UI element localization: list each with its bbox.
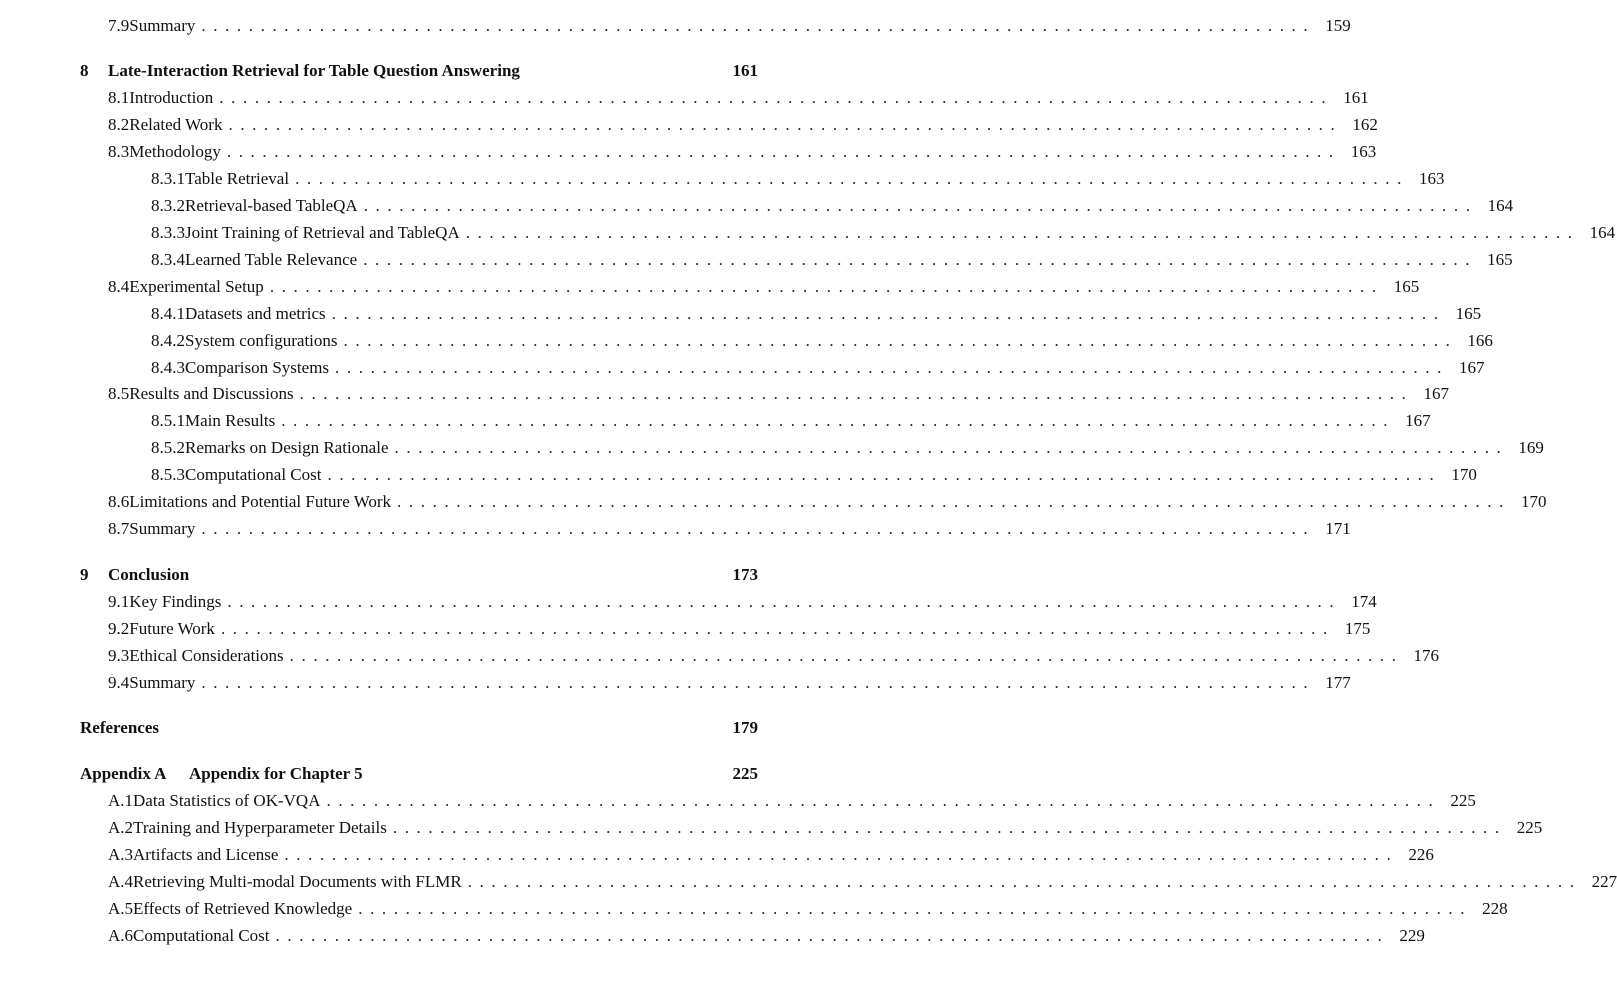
section-number: A.3 [108,845,134,864]
page-number: 167 [1423,384,1449,403]
toc-references[interactable] [80,716,758,740]
chapter-title: Late-Interaction Retrieval for Table Question Answering [108,61,520,80]
subsection-number: 8.3.1 [151,169,185,188]
section-number: 8.1 [108,88,130,107]
page-number: 228 [1482,899,1508,918]
dot-leader: .............................................................................................. [299,384,1414,403]
appendix-number: Appendix A [80,764,167,783]
section-title: Summary [129,673,196,692]
section-number: 8.2 [108,115,130,134]
toc-entry-8-7[interactable] [108,517,1351,541]
dot-leader: .............................................................................................. [219,88,1334,107]
toc-appendix-a[interactable] [80,762,758,786]
page-number: 225 [1516,818,1543,837]
section-title: Data Statistics of OK-VQA [133,791,321,810]
page-number: 179 [732,718,758,737]
subsection-title: Main Results [185,411,276,430]
toc-entry-a-1[interactable] [108,789,1476,813]
page-number: 174 [1351,592,1377,611]
page-number: 161 [732,61,758,80]
page-number: 169 [1518,438,1544,457]
toc-entry-8-5-2[interactable] [151,436,1544,460]
toc-entry-8-5-1[interactable] [151,409,1431,433]
page-number: 171 [1325,519,1351,538]
page-number: 161 [1343,88,1369,107]
page-number: 165 [1393,277,1420,296]
section-number: 9.4 [108,673,130,692]
toc-chapter-8[interactable] [80,59,758,83]
section-title: Introduction [129,88,214,107]
toc-entry-8-3-2[interactable] [151,194,1514,218]
chapter-number: 9 [80,565,89,584]
subsection-number: 8.5.1 [151,411,185,430]
dot-leader: .............................................................................................. [201,519,1316,538]
toc-entry-8-1[interactable] [108,86,1369,110]
section-title: Retrieving Multi-modal Documents with FLMR [133,872,462,891]
page-number: 164 [1589,223,1616,242]
page-number: 164 [1487,196,1514,215]
page-number: 162 [1352,115,1378,134]
section-number: A.2 [108,818,134,837]
subsection-title: System configurations [185,331,338,350]
dot-leader: .............................................................................................. [465,223,1580,242]
page-number: 175 [1344,619,1371,638]
toc-entry-8-5-3[interactable] [151,463,1477,487]
subsection-number: 8.4.1 [151,304,185,323]
dot-leader: .............................................................................................. [227,592,1342,611]
subsection-title: Joint Training of Retrieval and TableQA [185,223,460,242]
dot-leader: .............................................................................................. [228,115,1343,134]
dot-leader: .............................................................................................. [281,411,1396,430]
dot-leader: .............................................................................................. [275,926,1390,945]
section-number: A.6 [108,926,134,945]
toc-entry-9-1[interactable] [108,590,1377,614]
page-number: 173 [732,565,758,584]
dot-leader: .............................................................................................. [295,169,1409,188]
section-number: A.1 [108,791,134,810]
section-number: 8.4 [108,277,130,296]
section-number: 8.7 [108,519,130,538]
subsection-number: 8.3.2 [151,196,185,215]
subsection-number: 8.4.3 [151,358,185,377]
section-title: Training and Hyperparameter Details [133,818,387,837]
toc-entry-8-3[interactable] [108,140,1377,164]
page-number: 227 [1591,872,1617,891]
subsection-number: 8.3.3 [151,223,185,242]
toc-entry-a-6[interactable] [108,924,1425,948]
page-number: 170 [1451,465,1477,484]
dot-leader: .............................................................................................. [327,465,1442,484]
toc-entry-9-3[interactable] [108,644,1440,668]
toc-chapter-9[interactable] [80,563,758,587]
dot-leader: .............................................................................................. [335,358,1449,377]
appendix-title: Appendix for Chapter 5 [189,764,363,783]
toc-entry-9-4[interactable] [108,671,1351,695]
toc-entry-8-3-3[interactable] [151,221,1616,245]
section-title: Results and Discussions [129,384,294,403]
dot-leader: .............................................................................................. [269,277,1384,296]
section-number: 9.1 [108,592,130,611]
subsection-title: Remarks on Design Rationale [185,438,389,457]
toc-entry-8-3-1[interactable] [151,167,1445,191]
page-number: 177 [1325,673,1351,692]
dot-leader: .............................................................................................. [392,818,1507,837]
dot-leader: .............................................................................................. [331,304,1446,323]
section-title: Related Work [129,115,223,134]
page-number: 163 [1350,142,1377,161]
section-title: Ethical Considerations [129,646,284,665]
toc-entry-8-3-4[interactable] [151,248,1513,272]
dot-leader: .............................................................................................. [358,899,1473,918]
section-number: 8.6 [108,492,130,511]
section-number: 9.3 [108,646,130,665]
subsection-number: 8.5.3 [151,465,185,484]
toc-entry-8-4-1[interactable] [151,302,1482,326]
references-title: References [80,718,159,737]
subsection-title: Computational Cost [185,465,322,484]
page-number: 165 [1455,304,1482,323]
subsection-title: Learned Table Relevance [185,250,358,269]
subsection-number: 8.3.4 [151,250,185,269]
dot-leader: .............................................................................................. [289,646,1404,665]
page-number: 170 [1520,492,1547,511]
dot-leader: .............................................................................................. [201,673,1316,692]
toc-entry-8-5[interactable] [108,382,1449,406]
section-number: 8.5 [108,384,130,403]
subsection-title: Table Retrieval [185,169,290,188]
dot-leader: .............................................................................................. [220,619,1335,638]
toc-entry-8-2[interactable] [108,113,1378,137]
section-number: A.5 [108,899,134,918]
dot-leader: .............................................................................................. [397,492,1511,511]
section-number: 7.9 [108,16,130,35]
chapter-number: 8 [80,61,89,80]
page-number: 163 [1418,169,1445,188]
section-number: A.4 [108,872,134,891]
toc-entry-8-4[interactable] [108,275,1420,299]
page-number: 176 [1413,646,1440,665]
dot-leader: .............................................................................................. [467,872,1582,891]
dot-leader: .............................................................................................. [226,142,1341,161]
page-number: 159 [1325,16,1351,35]
toc-entry-a-4[interactable] [108,870,1617,894]
section-title: Summary [129,16,196,35]
section-title: Future Work [129,619,215,638]
dot-leader: .............................................................................................. [363,196,1478,215]
section-title: Methodology [129,142,221,161]
toc-entry-8-4-3[interactable] [151,356,1485,380]
subsection-title: Datasets and metrics [185,304,326,323]
page-number: 167 [1405,411,1431,430]
page-number: 225 [732,764,758,783]
page-number: 167 [1458,358,1485,377]
dot-leader: .............................................................................................. [284,845,1399,864]
section-title: Experimental Setup [129,277,264,296]
section-number: 9.2 [108,619,130,638]
toc-entry-a-5[interactable] [108,897,1508,921]
subsection-title: Retrieval-based TableQA [185,196,358,215]
page-number: 229 [1399,926,1425,945]
page-number: 166 [1467,331,1493,350]
subsection-title: Comparison Systems [185,358,330,377]
toc-entry-a-2[interactable] [108,816,1543,840]
page-number: 226 [1408,845,1434,864]
dot-leader: .............................................................................................. [394,438,1509,457]
section-title: Summary [129,519,196,538]
section-number: 8.3 [108,142,130,161]
dot-leader: .............................................................................................. [363,250,1478,269]
subsection-number: 8.5.2 [151,438,185,457]
page-number: 165 [1487,250,1513,269]
toc-entry-8-6[interactable] [108,490,1547,514]
dot-leader: .............................................................................................. [343,331,1458,350]
toc-entry-9-2[interactable] [108,617,1371,641]
dot-leader: .............................................................................................. [201,16,1316,35]
page-number: 225 [1450,791,1476,810]
chapter-title: Conclusion [108,565,190,584]
section-title: Effects of Retrieved Knowledge [133,899,353,918]
subsection-number: 8.4.2 [151,331,185,350]
toc-entry-7-9[interactable] [108,14,1351,38]
section-title: Key Findings [129,592,222,611]
dot-leader: .............................................................................................. [326,791,1441,810]
section-title: Artifacts and License [133,845,279,864]
section-title: Computational Cost [133,926,270,945]
toc-entry-a-3[interactable] [108,843,1434,867]
section-title: Limitations and Potential Future Work [129,492,392,511]
toc-entry-8-4-2[interactable] [151,329,1493,353]
